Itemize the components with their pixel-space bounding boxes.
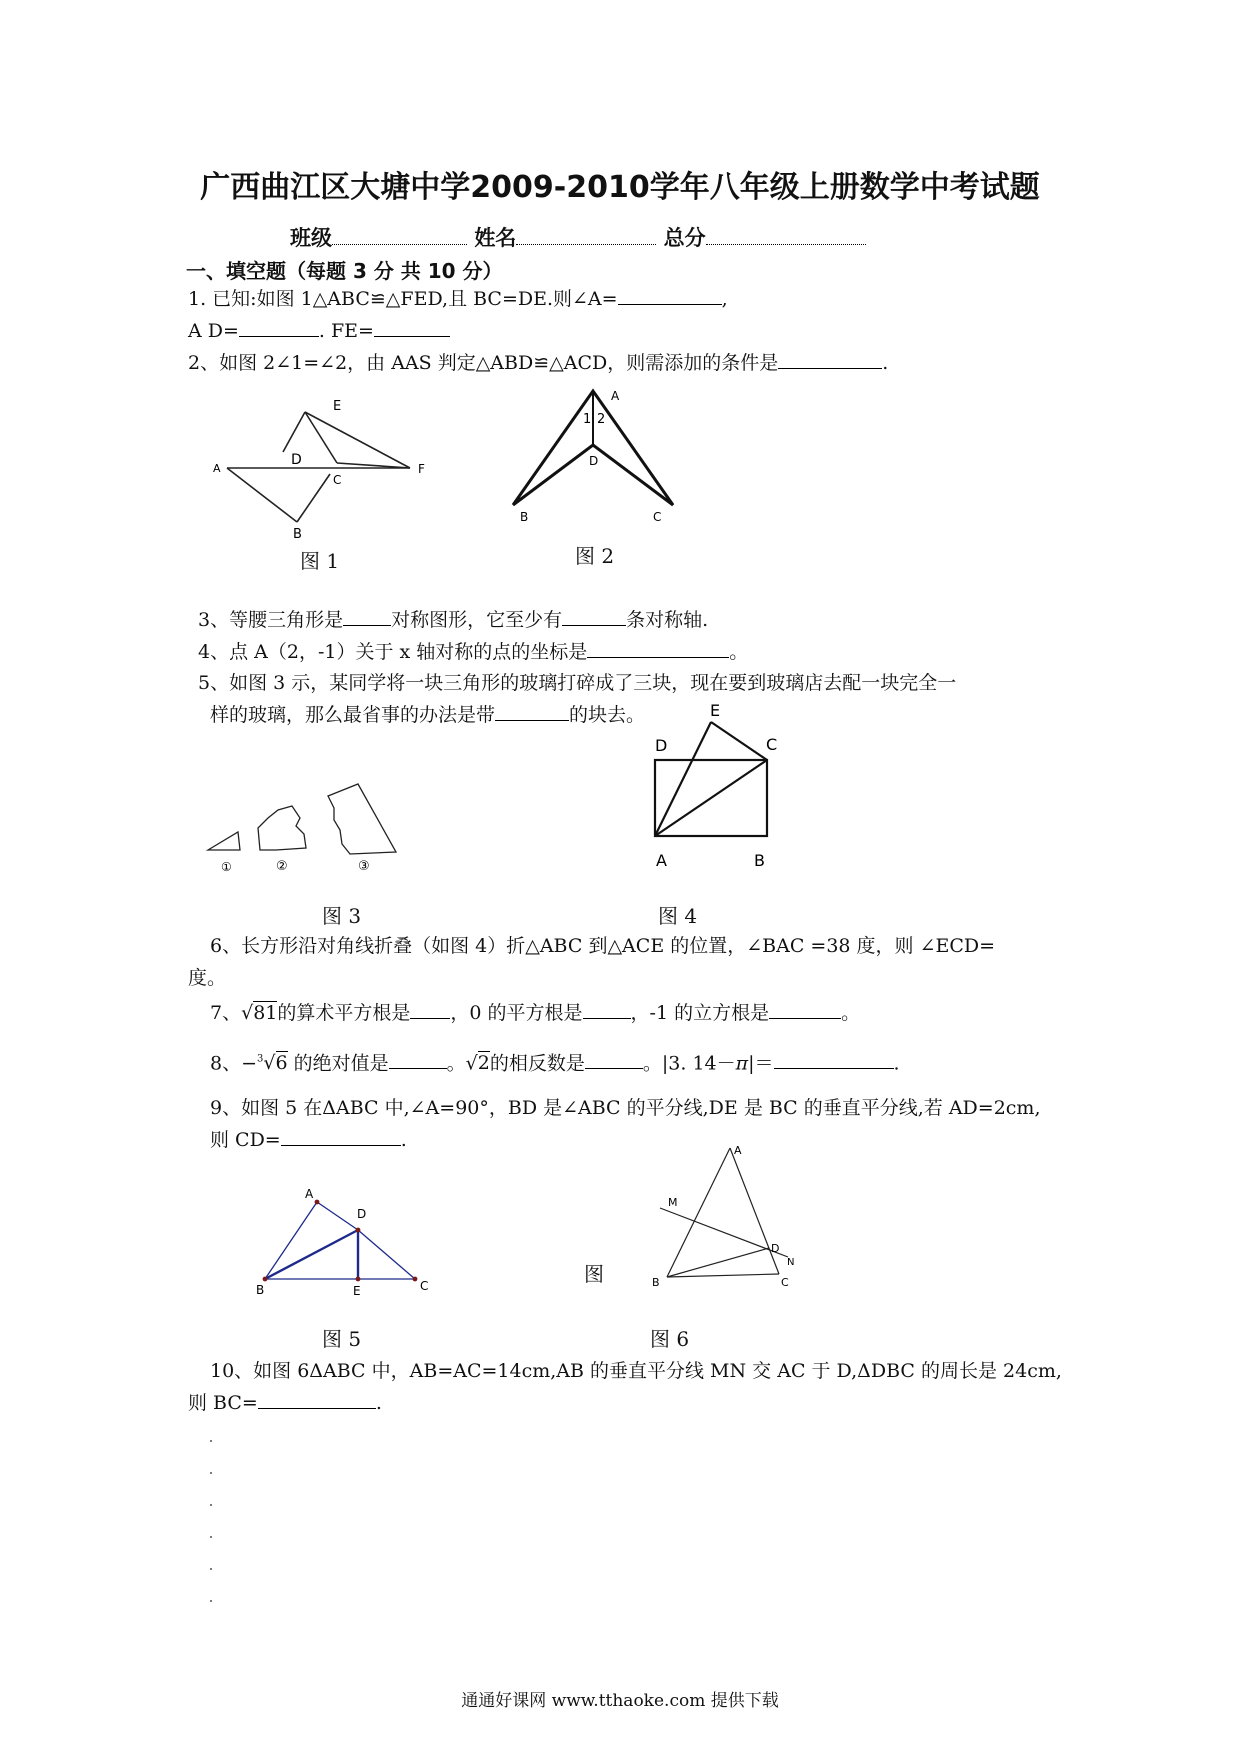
fig6-label-B: B [652,1276,660,1289]
question-3: 3、等腰三角形是 对称图形，它至少有 条对称轴. [198,609,709,631]
stray-caption: 图 [584,1262,604,1286]
q1-blank-ad[interactable] [239,318,319,337]
fig5-label-C: C [420,1279,429,1293]
q8-blank-3[interactable] [774,1050,894,1069]
fig2-label-B: B [520,510,529,524]
figure-5 [250,1180,440,1300]
stray-dot [210,1568,212,1570]
class-label: 班级 [290,226,332,250]
q8-blank-2[interactable] [585,1050,643,1069]
fig6-label-C: C [781,1276,789,1289]
section-heading: 一、填空题（每题 3 分 共 10 分） [186,259,503,283]
q3-blank-2[interactable] [562,607,626,626]
question-6-line-2: 度。 [188,967,227,989]
figure-2 [505,385,685,535]
fig3-label-2: ② [276,859,288,874]
fig4-label-B: B [754,851,765,870]
question-1-line-2: A D= . FE= [188,318,450,344]
class-blank[interactable] [332,226,467,245]
question-1-line-1: 1. 已知:如图 1△ABC≌△FED,且 BC=DE.则∠A= , [188,288,728,310]
fig1-label-E: E [333,399,342,414]
name-blank[interactable] [516,226,656,245]
fig5-label-B: B [256,1283,265,1297]
q3-blank-1[interactable] [343,607,391,626]
question-8: 8、−$^3$√6 的绝对值是 。√2的相反数是 。|3. 14－π|＝ . [210,1052,900,1075]
fig5-label-A: A [305,1187,314,1201]
figure-3 [200,770,410,880]
fig1-label-A: A [213,462,221,475]
q7-blank-2[interactable] [583,1000,631,1019]
fig2-label-D: D [589,454,599,468]
q7-blank-1[interactable] [410,1000,450,1019]
fig6-label-A: A [734,1144,742,1157]
sqrt-2: √2 [465,1052,490,1075]
score-label: 总分 [663,226,706,250]
stray-dot [210,1504,212,1506]
fig1-label-B: B [293,527,302,542]
stray-dot [210,1600,212,1602]
stray-dot [210,1472,212,1474]
q4-blank[interactable] [587,639,729,658]
question-5-line-2: 样的玻璃，那么最省事的办法是带 的块去。 [210,704,646,726]
fig4-label-C: C [766,735,778,754]
question-10-line-1: 10、如图 6ΔABC 中，AB=AC=14cm,AB 的垂直平分线 MN 交 AC 于 D,ΔDBC 的周长是 24cm, [210,1360,1062,1382]
fig6-label-N: N [787,1257,795,1268]
stray-dot [210,1440,212,1442]
figure-4 [640,700,790,870]
figure-3-caption: 图 3 [322,904,362,928]
score-blank[interactable] [706,226,866,245]
q1-blank-fe[interactable] [374,318,450,337]
fig1-label-C: C [333,473,342,487]
fig6-label-D: D [771,1242,780,1255]
question-4: 4、点 A（2，-1）关于 x 轴对称的点的坐标是 。 [198,641,749,663]
fig4-label-E: E [710,701,721,720]
figure-1-caption: 图 1 [300,549,340,573]
fig3-label-1: ① [221,860,232,874]
q2-blank[interactable] [778,350,882,369]
name-label: 姓名 [474,226,517,250]
fig6-label-M: M [668,1196,678,1209]
figure-2-caption: 图 2 [575,544,615,568]
fig2-label-C: C [653,510,662,524]
page-title: 广西曲江区大塘中学2009-2010学年八年级上册数学中考试题 [200,170,1040,205]
fig4-label-D: D [655,736,668,755]
figure-6-caption: 图 6 [650,1327,690,1351]
fig4-label-A: A [656,851,667,870]
fig5-label-D: D [357,1207,367,1221]
q5-blank[interactable] [495,702,569,721]
question-5-line-1: 5、如图 3 示，某同学将一块三角形的玻璃打碎成了三块，现在要到玻璃店去配一块完全一 [198,672,957,694]
q7-blank-3[interactable] [769,1000,841,1019]
fig2-label-1: 1 [583,412,592,427]
fig2-label-A: A [611,389,620,403]
fig5-label-E: E [353,1284,361,1298]
question-9-line-2: 则 CD= . [210,1129,407,1151]
q9-blank[interactable] [281,1127,401,1146]
figure-6 [640,1140,820,1290]
figure-1 [205,392,445,542]
question-7: 7、√81的算术平方根是 ，0 的平方根是 ，-1 的立方根是 。 [210,1002,861,1024]
q8-blank-1[interactable] [389,1050,447,1069]
student-info-line [290,222,866,252]
question-9-line-1: 9、如图 5 在ΔABC 中,∠A=90°，BD 是∠ABC 的平分线,DE 是 BC 的垂直平分线,若 AD=2cm, [210,1097,1041,1119]
fig1-label-D: D [291,452,302,468]
question-10-line-2: 则 BC= . [188,1392,382,1414]
question-2: 2、如图 2∠1=∠2，由 AAS 判定△ABD≌△ACD，则需添加的条件是 . [188,352,889,374]
fig1-label-F: F [418,462,425,476]
figure-5-caption: 图 5 [322,1327,362,1351]
sqrt-81: √81 [241,1002,278,1024]
stray-dot [210,1536,212,1538]
q10-blank[interactable] [258,1390,376,1409]
question-6-line-1: 6、长方形沿对角线折叠（如图 4）折△ABC 到△ACE 的位置，∠BAC =38 度，则 ∠ECD= [210,935,996,957]
cbrt-6: $^3$√6 [257,1052,288,1075]
footer-credit: 通通好课网 www.tthaoke.com 提供下载 [461,1691,779,1711]
q1-blank-angle[interactable] [618,286,722,305]
figure-4-caption: 图 4 [658,904,698,928]
fig3-label-3: ③ [358,859,370,874]
fig2-label-2: 2 [597,412,606,427]
